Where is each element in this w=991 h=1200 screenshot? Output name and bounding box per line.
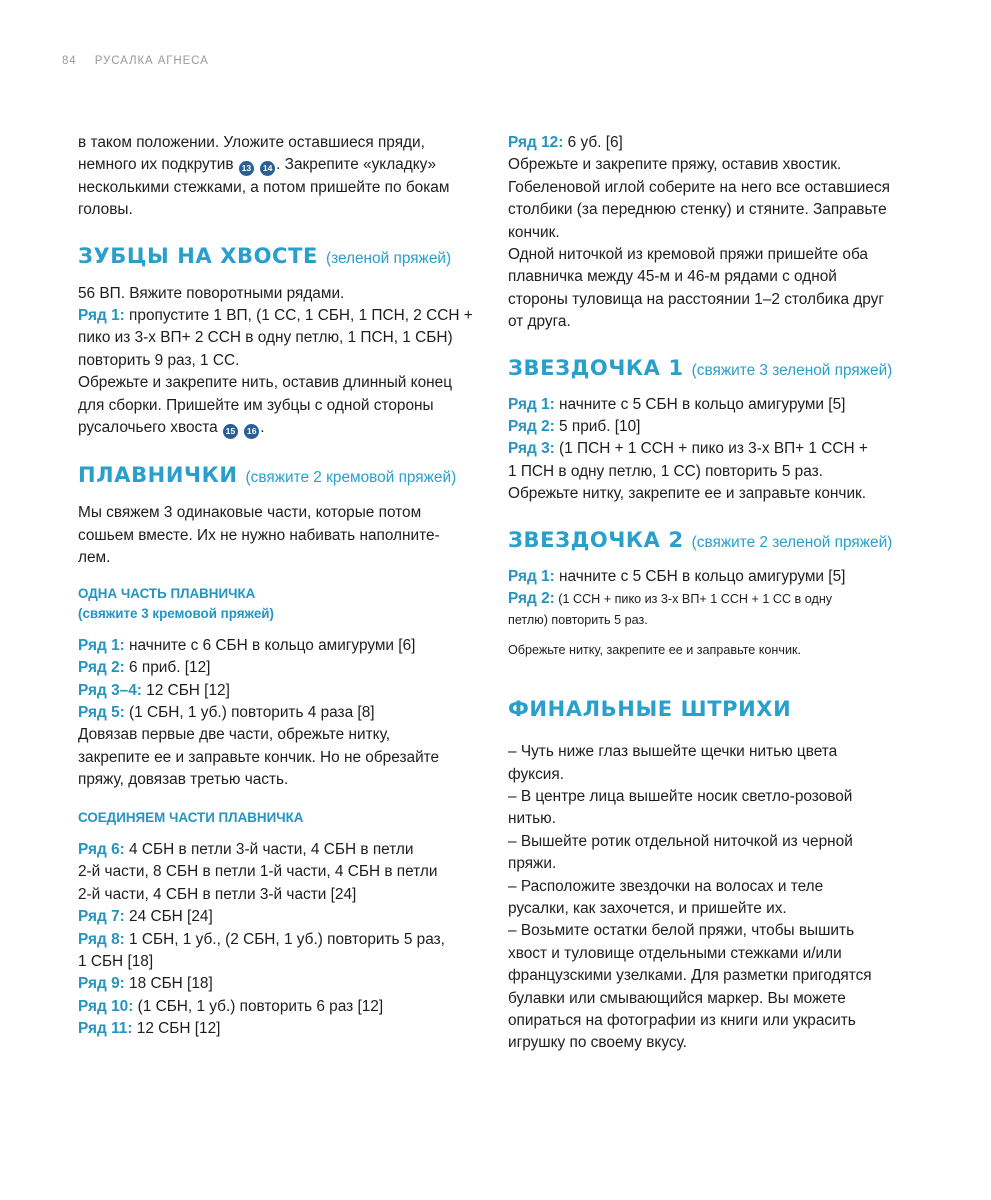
row-label: Ряд 2:: [508, 590, 555, 608]
text-line: стороны туловища на расстоянии 1–2 столбика друг: [508, 290, 884, 308]
row-label: Ряд 2:: [508, 418, 555, 436]
text-line: Довязав первые две части, обрежьте нитку,: [78, 726, 391, 744]
row-label: Ряд 6:: [78, 841, 125, 859]
row-line: [78, 657, 490, 679]
row-label: Ряд 3–4:: [78, 681, 142, 699]
text-line: хвост и туловище отдельными стежками и/или: [508, 944, 842, 962]
row-label: Ряд 1:: [508, 395, 555, 413]
row-line: [78, 996, 490, 1018]
row-line: [78, 973, 490, 995]
section-heading-fins: [78, 463, 490, 487]
section-heading-final: [508, 697, 928, 721]
text-line: в таком положении. Уложите оставшиеся пряди,: [78, 134, 425, 151]
text-line: французскими узелками. Для разметки пригодятся: [508, 967, 872, 985]
row-text: начните с 5 СБН в кольцо амигуруми [5]: [554, 567, 846, 585]
text-line: – Расположите звездочки на волосах и теле: [508, 877, 824, 895]
text-line: русалки, как захочется, и пришейте их.: [508, 899, 787, 917]
text-line: пряжу, довязав третью часть.: [78, 771, 289, 789]
text-line: [78, 417, 490, 439]
text-span: русалочьего хвоста: [78, 419, 218, 437]
row-label: Ряд 11:: [78, 1020, 133, 1038]
text-line: 2-й части, 8 СБН в петли 1-й части, 4 СБН в петли: [78, 863, 438, 881]
row-text: (1 ПСН + 1 ССН + пико из 3-х ВП+ 1 ССН +: [554, 440, 868, 458]
text-line: Обрежьте и закрепите пряжу, оставив хвостик.: [508, 156, 842, 174]
row-label: Ряд 7:: [78, 908, 125, 926]
text-line: закрепите ее и заправьте кончик. Но не обрезайте: [78, 748, 440, 766]
text-line: несколькими стежками, а потом пришейте по бокам: [78, 178, 450, 196]
row-line: [508, 416, 928, 438]
row-line: [78, 680, 490, 702]
row-text: 12 СБН [12]: [132, 1020, 221, 1038]
text-line: лем.: [78, 549, 111, 567]
row-label: Ряд 1:: [508, 567, 555, 585]
row-line: [78, 1018, 490, 1040]
row-label: Ряд 8:: [78, 930, 125, 948]
section-subtitle: (свяжите 3 зеленой пряжей): [691, 361, 893, 379]
text-line: столбики (за переднюю стенку) и стяните. Заправьте: [508, 201, 887, 219]
subheading-join: СОЕДИНЯЕМ ЧАСТИ ПЛАВНИЧКА: [78, 809, 304, 825]
text-span: немного их подкрутив: [78, 156, 234, 174]
row-line: [78, 702, 490, 724]
left-column: [78, 132, 490, 1041]
text-line: – Вышейте ротик отдельной ниточкой из черной: [508, 832, 853, 850]
section-title: ЗУБЦЫ НА ХВОСТЕ: [78, 243, 318, 268]
text-line: игрушку по своему вкусу.: [508, 1034, 687, 1052]
text-line: [78, 154, 490, 176]
subheading-line: (свяжите 3 кремовой пряжей): [78, 606, 275, 622]
final-list: [508, 741, 928, 1055]
fin-continuation: [508, 132, 928, 334]
row-text: (1 СБН, 1 уб.) повторить 4 раза [8]: [124, 703, 375, 721]
text-line: – В центре лица вышейте носик светло-розовой: [508, 787, 853, 805]
section-subtitle: (свяжите 2 зеленой пряжей): [691, 533, 893, 551]
join-rows: [78, 839, 490, 1041]
row-text: начните с 6 СБН в кольцо амигуруми [6]: [124, 636, 416, 654]
text-line: головы.: [78, 201, 133, 219]
text-line: петлю) повторить 5 раз.: [508, 613, 648, 628]
section-title: ФИНАЛЬНЫЕ ШТРИХИ: [508, 697, 792, 722]
intro-paragraph: [78, 132, 490, 222]
row-line: [78, 305, 490, 327]
teeth-instructions: [78, 283, 490, 440]
row-label: Ряд 12:: [508, 134, 564, 151]
text-line: Гобеленовой иглой соберите на него все оставшиеся: [508, 178, 890, 196]
row-label: Ряд 1:: [78, 307, 125, 325]
text-line: – Возьмите остатки белой пряжи, чтобы вышить: [508, 922, 855, 940]
text-line: 56 ВП. Вяжите поворотными рядами.: [78, 284, 345, 302]
text-line: повторить 9 раз, 1 СС.: [78, 351, 240, 369]
row-label: Ряд 1:: [78, 636, 125, 654]
section-title: ПЛАВНИЧКИ: [78, 463, 238, 488]
fins-intro: [78, 502, 490, 569]
row-text: 1 СБН, 1 уб., (2 СБН, 1 уб.) повторить 5 раз,: [124, 930, 445, 948]
star2-rows: [508, 566, 928, 661]
text-line: пряжи.: [508, 855, 557, 873]
row-line: [508, 566, 928, 588]
row-text: 18 СБН [18]: [124, 975, 213, 993]
row-text: 5 приб. [10]: [554, 418, 641, 436]
text-line: кончик.: [508, 223, 560, 241]
row-text: 12 СБН [12]: [141, 681, 230, 699]
row-text: 4 СБН в петли 3-й части, 4 СБН в петли: [124, 841, 414, 859]
text-line: Мы свяжем 3 одинаковые части, которые потом: [78, 504, 422, 522]
text-line: 1 СБН [18]: [78, 953, 154, 971]
text-line: для сборки. Пришейте им зубцы с одной стороны: [78, 396, 434, 414]
row-line: [508, 394, 928, 416]
running-head: [62, 55, 209, 67]
figure-ref-16: 16: [244, 424, 259, 439]
text-line: фуксия.: [508, 765, 564, 783]
row-line: [508, 588, 928, 610]
right-column: [508, 132, 928, 1055]
text-line: Одной ниточкой из кремовой пряжи пришейте оба: [508, 246, 868, 264]
row-text: (1 ССН + пико из 3-х ВП+ 1 ССН + 1 СС в одну: [554, 592, 833, 607]
text-line: нитью.: [508, 810, 556, 828]
text-span: . Закрепите «укладку»: [276, 156, 437, 174]
row-text: 24 СБН [24]: [124, 908, 213, 926]
row-label: Ряд 9:: [78, 975, 125, 993]
text-line: плавничка между 45-м и 46-м рядами с одной: [508, 268, 837, 286]
text-line: Обрежьте нитку, закрепите ее и заправьте кончик.: [508, 643, 801, 658]
row-label: Ряд 2:: [78, 659, 125, 677]
section-heading-teeth: [78, 244, 490, 268]
figure-ref-15: 15: [223, 424, 238, 439]
section-heading-star1: [508, 356, 928, 380]
row-line: [78, 906, 490, 928]
figure-ref-14: 14: [260, 161, 275, 176]
figure-ref-13: 13: [239, 161, 254, 176]
star1-rows: [508, 394, 928, 506]
row-line: [78, 929, 490, 951]
text-line: булавки или смывающийся маркер. Вы можете: [508, 989, 846, 1007]
subheading-fin-part: [78, 584, 490, 625]
row-line: [78, 635, 490, 657]
row-line: [508, 438, 928, 460]
row-label: Ряд 3:: [508, 440, 555, 458]
text-line: опираться на фотографии из книги или украсить: [508, 1011, 856, 1029]
row-text: пропустите 1 ВП, (1 СС, 1 СБН, 1 ПСН, 2 ССН +: [124, 307, 473, 325]
text-line: 2-й части, 4 СБН в петли 3-й части [24]: [78, 885, 357, 903]
text-line: сошьем вместе. Их не нужно набивать наполните-: [78, 526, 440, 544]
row-text: (1 СБН, 1 уб.) повторить 6 раз [12]: [133, 997, 384, 1015]
fin-part-rows: [78, 635, 490, 792]
section-subtitle: (зеленой пряжей): [325, 249, 452, 267]
section-subtitle: (свяжите 2 кремовой пряжей): [245, 469, 457, 487]
text-line: – Чуть ниже глаз вышейте щечки нитью цвета: [508, 743, 838, 761]
page-number: 84: [62, 55, 77, 67]
section-title: ЗВЕЗДОЧКА 2: [508, 527, 684, 552]
row-text: 6 уб. [6]: [563, 134, 623, 151]
text-line: Обрежьте нитку, закрепите ее и заправьте кончик.: [508, 485, 867, 503]
section-title: ЗВЕЗДОЧКА 1: [508, 355, 684, 380]
row-text: начните с 5 СБН в кольцо амигуруми [5]: [554, 395, 846, 413]
text-line: Обрежьте и закрепите нить, оставив длинный конец: [78, 374, 453, 392]
text-line: пико из 3-х ВП+ 2 ССН в одну петлю, 1 ПСН, 1 СБН): [78, 329, 453, 347]
subheading-line: ОДНА ЧАСТЬ ПЛАВНИЧКА: [78, 585, 256, 601]
row-label: Ряд 10:: [78, 997, 134, 1015]
row-label: Ряд 5:: [78, 703, 125, 721]
row-line: [508, 132, 928, 154]
running-title: РУСАЛКА АГНЕСА: [94, 55, 209, 67]
row-text: 6 приб. [12]: [124, 659, 211, 677]
section-heading-star2: [508, 528, 928, 552]
text-line: 1 ПСН в одну петлю, 1 СС) повторить 5 раз.: [508, 462, 823, 480]
row-line: [78, 839, 490, 861]
text-line: от друга.: [508, 313, 571, 331]
text-span: .: [260, 419, 265, 437]
